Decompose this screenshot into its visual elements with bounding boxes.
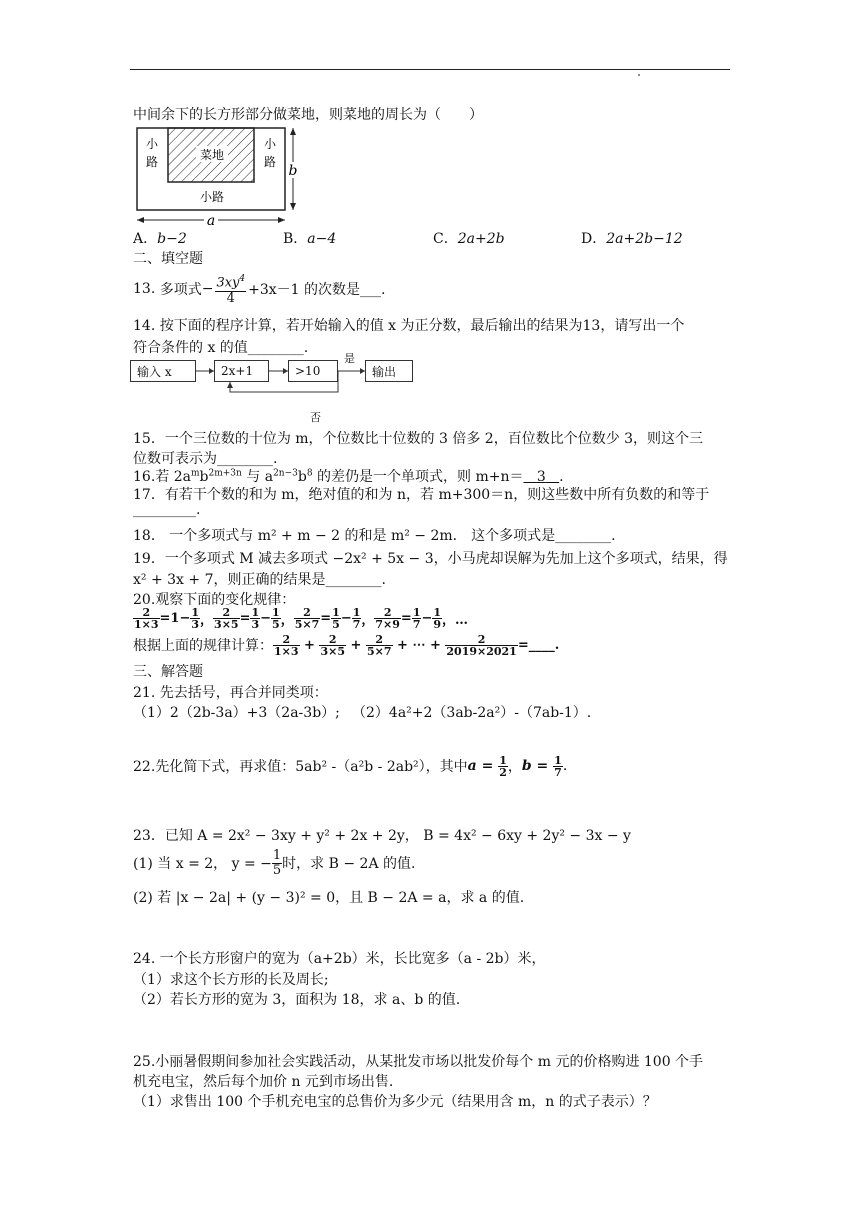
q19-line1: 19．一个多项式 M 减去多项式 −2x² + 5x − 3，小马虎却误解为先加上这个多项式，结果，得 [133,551,728,567]
q24-line2: （1）求这个长方形的长及周长; [133,972,329,988]
flow-no-label: 否 [310,411,321,424]
q20-title: 20.观察下面的变化规律： [133,592,296,608]
flow-arrows [130,348,420,408]
bottom-path-label: 小路 [199,190,225,204]
q21-part2: （2）4a²+2（3ab-2a²）-（7ab-1）. [352,705,592,721]
flow-input-box: 输入 x [130,360,196,382]
q17-line1: 17．有若干个数的和为 m，绝对值的和为 n，若 m+300＝n，则这些数中所有负数的和等于 [133,487,710,503]
q14-line1: 14. 按下面的程序计算，若开始输入的值 x 为正分数，最后输出的结果为13，请写出一个 [133,318,685,334]
flow-cond-box: >10 [288,360,338,382]
flow-step-box: 2x+1 [214,360,269,382]
flow-yes-label: 是 [344,352,355,365]
q22: 22.先化简下式，再求值：5ab² -（a²b - 2ab²），其中 a = $\frac{1}{2}$ ， b = $\frac{1}{7}$ . [133,753,568,779]
q20-pattern: $\frac{2}{1\times 3}$ =1− $\frac{1}{3}$ ， $\frac{2}{3\times 5}$ = $\frac{1}{3}$ − $\frac{1}{5}$ ， $\frac{2}{5\times 7}$ = $\frac{1}{5}$ − $\frac{1}{7}$ ， $\frac{2}{7\times 9}$ = $\frac{1}{7}$ − $\frac{1}{9}$ ，… [134,605,469,631]
q15-line2: 位数可表示为________. [133,451,278,467]
svg-text:路: 路 [263,155,277,169]
option-b: B．a−4 [283,231,337,247]
flow-output-box: 输出 [365,360,413,382]
q14-line2: 符合条件的 x 的值________. [133,340,309,356]
q12-figure [130,124,305,230]
q15-line1: 15．一个三位数的十位为 m，个位数比十位数的 3 倍多 2，百位数比个位数少 3，则这个三 [133,431,704,447]
section-2-title: 二、填空题 [133,251,203,267]
option-d: D．2a+2b−12 [581,231,683,247]
section-3-title: 三、解答题 [133,664,203,680]
label-a: a [206,213,216,229]
q12-intro: 中间余下的长方形部分做菜地，则菜地的周长为（ ） [133,107,483,123]
q24-line3: （2）若长方形的宽为 3，面积为 18，求 a、b 的值. [133,992,461,1008]
q19-line2: x² + 3x + 7，则正确的结果是________. [133,572,386,588]
header-dot [638,74,640,76]
q21-title: 21. 先去括号，再合并同类项： [133,685,328,701]
q23-part1: (1) 当 x = 2， y = − $\frac{1}{5}$ 时，求 B − 2A 的值. [133,847,416,878]
q13: 13. 多项式 − $\frac{3xy^4}{4}$ +3x－1 的次数是___. [133,274,386,306]
q25-line1: 25.小丽暑假期间参加社会实践活动，从某批发市场以批发价每个 m 元的价格购进 100 个手 [133,1054,704,1070]
q20-calc: 根据上面的规律计算： $\frac{2}{1\times 3}$ + $\frac{2}{3\times 5}$ + $\frac{2}{5\times 7}$ + ⋯ + $\frac{2}{2019\times 2021}$ =____. [133,632,560,658]
option-c: C．2a+2b [433,231,505,247]
svg-text:小: 小 [145,137,159,151]
q23-part2: (2) 若 |x − 2a| + (y − 3)² = 0，且 B − 2A = a，求 a 的值. [133,890,525,906]
option-a: A．b−2 [133,231,187,247]
q25-line3: （1）求售出 100 个手机充电宝的总售价为多少元（结果用含 m，n 的式子表示）？ [133,1094,657,1110]
q23-title: 23．已知 A = 2x² − 3xy + y² + 2x + 2y， B = 4x² − 6xy + 2y² − 3x − y [133,828,631,844]
svg-text:小: 小 [263,137,277,151]
svg-text:路: 路 [145,155,159,169]
label-b: b [288,163,298,179]
q17-line2: _________. [133,502,201,518]
garden-label: 菜地 [199,148,225,162]
q16: 16.若 $2a^mb^{2m+3n}$ 与 $a^{2n-3}b^8$ 的差仍是一个单项式，则 m+n＝ 3 . [133,468,564,485]
q21-part1: （1）2（2b-3a）+3（2a-3b）; [133,705,340,721]
q25-line2: 机充电宝，然后每个加价 n 元到市场出售. [133,1074,394,1090]
q24-line1: 24. 一个长方形窗户的宽为（a+2b）米，长比宽多（a - 2b）米， [133,951,546,967]
q18: 18． 一个多项式与 m² + m − 2 的和是 m² − 2m． 这个多项式是________. [133,528,616,544]
header-rule [130,69,730,70]
